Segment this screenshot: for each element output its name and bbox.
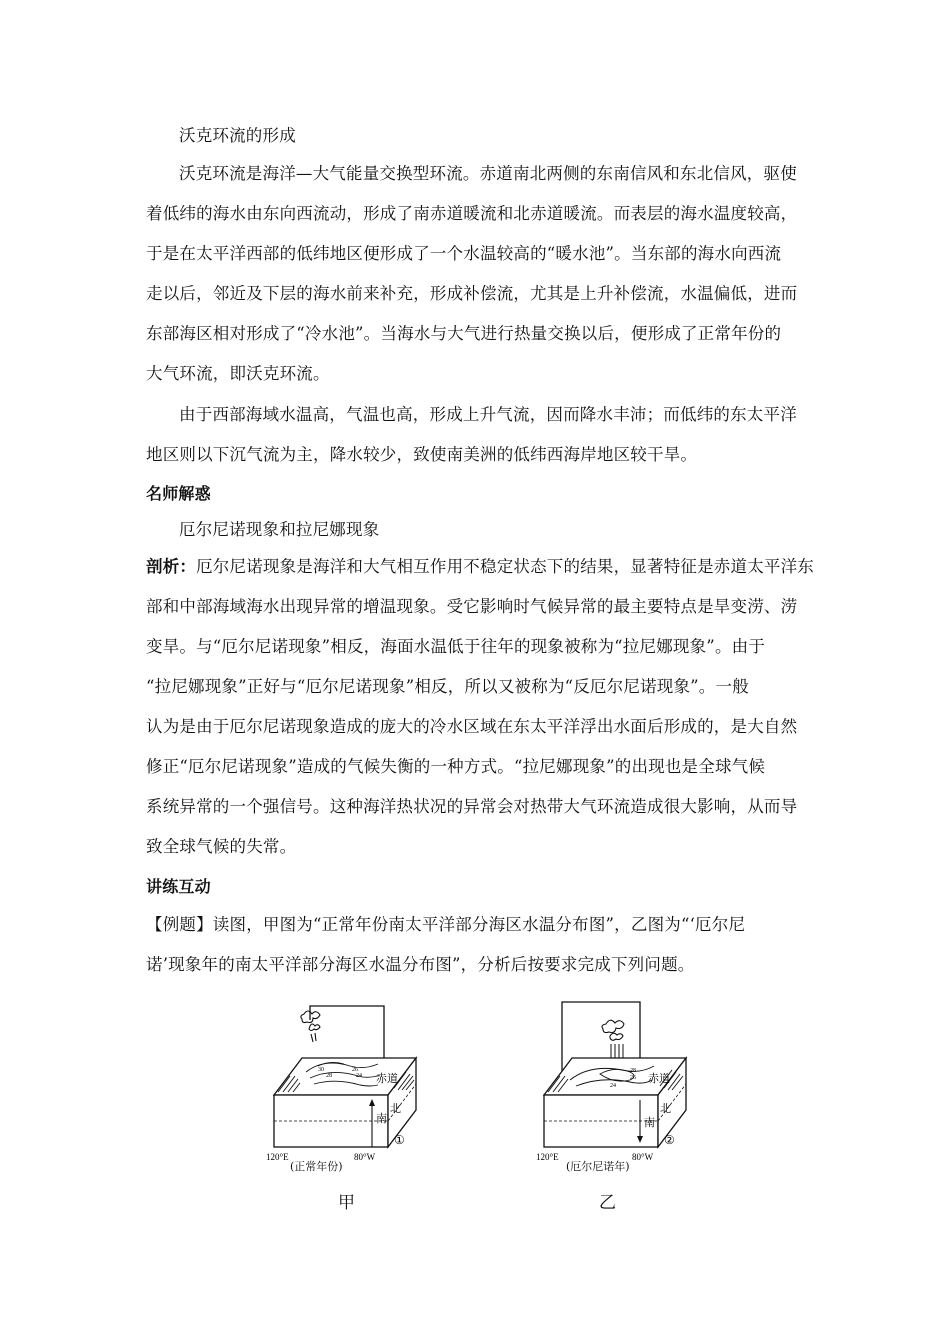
- paragraph-line: 地区则以下沉气流为主，降水较少，致使南美洲的低纬西海岸地区较干旱。: [146, 445, 698, 464]
- figure-el-nino-year: [536, 1000, 706, 1173]
- paragraph-line: 修正“厄尔尼诺现象”造成的气候失衡的一种方式。“拉尼娜现象”的出现也是全球气候: [146, 757, 766, 776]
- paragraph-text: 厄尔尼诺现象是海洋和大气相互作用不稳定状态下的结果，显著特征是赤道太平洋东: [196, 557, 815, 576]
- paragraph-line: 由于西部海域水温高，气温也高，形成上升气流，因而降水丰沛；而低纬的东太平洋: [179, 405, 797, 424]
- isotherm-label: 28: [630, 1068, 636, 1074]
- paragraph-line: 系统异常的一个强信号。这种海洋热状况的异常会对热带大气环流造成很大影响，从而导: [146, 797, 798, 816]
- paragraph-line: 部和中部海域海水出现异常的增温现象。受它影响时气候异常的最主要特点是旱变涝、涝: [146, 597, 798, 616]
- isotherm-label: 24: [610, 1083, 616, 1089]
- figure-caption: (正常年份): [290, 1160, 343, 1173]
- figure-label-yi: 乙: [599, 1193, 616, 1213]
- figure-label-jia: 甲: [338, 1193, 355, 1213]
- paragraph-line: [146, 556, 816, 578]
- ocean-block-diagram-el-nino: [536, 1000, 706, 1170]
- paragraph-line: 沃克环流是海洋—大气能量交换型环流。赤道南北两侧的东南信风和东北信风，驱使: [179, 164, 797, 183]
- paragraph-line: 认为是由于厄尔尼诺现象造成的庞大的冷水区域在东太平洋浮出水面后形成的，是大自然: [146, 717, 798, 736]
- figure-normal-year: [266, 1000, 436, 1173]
- isotherm-label: 26: [352, 1067, 358, 1073]
- isotherm-label: 24: [356, 1073, 362, 1079]
- longitude-east-label: 80°W: [354, 1152, 376, 1162]
- south-label: 南: [376, 1113, 387, 1125]
- paragraph-line: 于是在太平洋西部的低纬地区便形成了一个水温较高的“暖水池”。当东部的海水向西流: [146, 244, 782, 263]
- longitude-west-label: 120°E: [266, 1152, 289, 1162]
- paragraph-line: 致全球气候的失常。: [146, 837, 297, 856]
- figure-number: ①: [394, 1133, 405, 1147]
- south-label: 南: [644, 1117, 655, 1129]
- paragraph-line: “拉尼娜现象”正好与“厄尔尼诺现象”相反，所以又被称为“反厄尔尼诺现象”。一般: [146, 677, 749, 696]
- example-line: 诺’现象年的南太平洋部分海区水温分布图”，分析后按要求完成下列问题。: [146, 955, 695, 974]
- isotherm-label: 26: [630, 1075, 636, 1081]
- figure-number: ②: [664, 1133, 675, 1147]
- north-label: 北: [390, 1103, 401, 1115]
- section-title-walker: 沃克环流的形成: [179, 126, 296, 145]
- longitude-west-label: 120°E: [536, 1152, 559, 1162]
- subtitle-enso: 厄尔尼诺现象和拉尼娜现象: [179, 520, 380, 539]
- lead-analysis: 剖析：: [146, 557, 197, 576]
- paragraph-line: 变旱。与“厄尔尼诺现象”相反，海面水温低于往年的现象被称为“拉尼娜现象”。由于: [146, 637, 766, 656]
- north-label: 北: [660, 1103, 671, 1115]
- paragraph-line: 走以后，邻近及下层的海水前来补充，形成补偿流，尤其是上升补偿流，水温偏低，进而: [146, 284, 798, 303]
- longitude-east-label: 80°W: [632, 1152, 654, 1162]
- isotherm-label: 28: [326, 1073, 332, 1079]
- figure-caption: (厄尔尼诺年): [566, 1160, 630, 1173]
- equator-label: 赤道: [376, 1073, 398, 1085]
- heading-teacher-explains: 名师解惑: [146, 484, 211, 503]
- paragraph-line: 大气环流，即沃克环流。: [146, 364, 330, 383]
- example-line: 【例题】读图，甲图为“正常年份南太平洋部分海区水温分布图”，乙图为“‘厄尔尼: [146, 915, 746, 934]
- heading-practice: 讲练互动: [146, 877, 211, 896]
- isotherm-label: 30: [318, 1067, 324, 1073]
- equator-label: 赤道: [648, 1073, 670, 1085]
- paragraph-line: 着低纬的海水由东向西流动，形成了南赤道暖流和北赤道暖流。而表层的海水温度较高，: [146, 204, 798, 223]
- ocean-block-diagram-normal: [266, 1000, 436, 1170]
- paragraph-line: 东部海区相对形成了“冷水池”。当海水与大气进行热量交换以后，便形成了正常年份的: [146, 324, 782, 343]
